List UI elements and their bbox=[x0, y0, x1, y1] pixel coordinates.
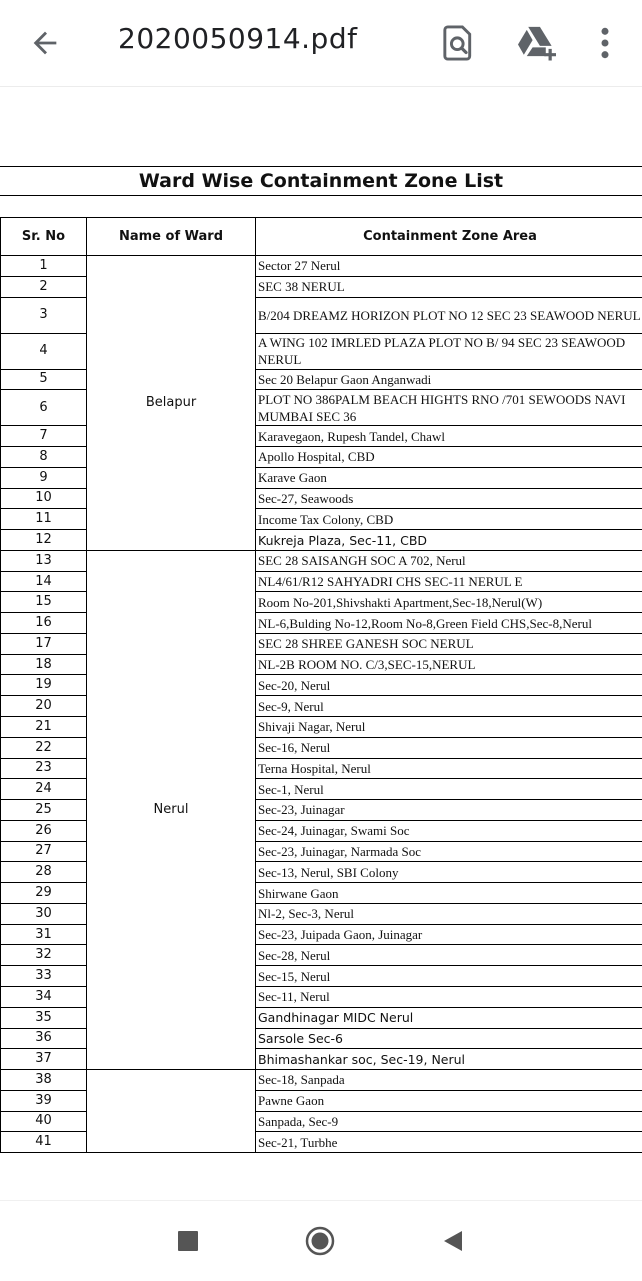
back-arrow-icon[interactable] bbox=[28, 26, 62, 60]
zone-area-cell: Apollo Hospital, CBD bbox=[256, 447, 642, 468]
sr-no-cell: 27 bbox=[1, 841, 87, 862]
pdf-page[interactable] bbox=[0, 87, 642, 1200]
zone-area-cell: SEC 28 SHREE GANESH SOC NERUL bbox=[256, 633, 642, 654]
zone-area-cell: Sanpada, Sec-9 bbox=[256, 1111, 642, 1132]
recents-square-icon[interactable] bbox=[173, 1226, 203, 1256]
table-row bbox=[1, 550, 642, 571]
col-header-sr-no: Sr. No bbox=[1, 218, 87, 256]
zone-area-cell: Sec-11, Nerul bbox=[256, 986, 642, 1007]
sr-no-cell: 19 bbox=[1, 675, 87, 696]
sr-no-cell: 10 bbox=[1, 488, 87, 509]
zone-area-cell: NL4/61/R12 SAHYADRI CHS SEC-11 NERUL E bbox=[256, 571, 642, 592]
table-row bbox=[1, 1070, 642, 1091]
zone-area-cell: Pawne Gaon bbox=[256, 1090, 642, 1111]
zone-area-cell: Sec-9, Nerul bbox=[256, 696, 642, 717]
sr-no-cell: 17 bbox=[1, 633, 87, 654]
zone-area-cell: Sec-27, Seawoods bbox=[256, 488, 642, 509]
file-title: 2020050914.pdf bbox=[118, 22, 357, 55]
zone-area-cell: Sec-28, Nerul bbox=[256, 945, 642, 966]
zone-area-cell: Sec-18, Sanpada bbox=[256, 1070, 642, 1091]
sr-no-cell: 7 bbox=[1, 426, 87, 447]
zone-area-cell: Income Tax Colony, CBD bbox=[256, 509, 642, 530]
zone-area-cell: A WING 102 IMRLED PLAZA PLOT NO B/ 94 SEC 23 SEAWOOD NERUL bbox=[256, 333, 642, 369]
back-triangle-icon[interactable] bbox=[438, 1226, 468, 1256]
zone-area-cell: Kukreja Plaza, Sec-11, CBD bbox=[256, 530, 642, 551]
containment-zone-table bbox=[0, 217, 642, 1153]
app-bar bbox=[0, 0, 642, 87]
table-row bbox=[1, 256, 642, 277]
zone-area-cell: Sec-13, Nerul, SBI Colony bbox=[256, 862, 642, 883]
sr-no-cell: 18 bbox=[1, 654, 87, 675]
more-vert-icon[interactable] bbox=[590, 24, 620, 62]
sr-no-cell: 20 bbox=[1, 696, 87, 717]
sr-no-cell: 37 bbox=[1, 1049, 87, 1070]
zone-area-cell: Nl-2, Sec-3, Nerul bbox=[256, 903, 642, 924]
sr-no-cell: 8 bbox=[1, 447, 87, 468]
col-header-area: Containment Zone Area bbox=[256, 218, 642, 256]
sr-no-cell: 2 bbox=[1, 276, 87, 297]
zone-area-cell: Sec-23, Juipada Gaon, Juinagar bbox=[256, 924, 642, 945]
sr-no-cell: 26 bbox=[1, 820, 87, 841]
sr-no-cell: 36 bbox=[1, 1028, 87, 1049]
sr-no-cell: 23 bbox=[1, 758, 87, 779]
zone-area-cell: SEC 28 SAISANGH SOC A 702, Nerul bbox=[256, 550, 642, 571]
home-circle-icon[interactable] bbox=[305, 1226, 335, 1256]
zone-area-cell: Sector 27 Nerul bbox=[256, 256, 642, 277]
add-to-drive-icon[interactable] bbox=[516, 24, 558, 62]
sr-no-cell: 25 bbox=[1, 800, 87, 821]
zone-area-cell: Shivaji Nagar, Nerul bbox=[256, 717, 642, 738]
zone-area-cell: Sec-21, Turbhe bbox=[256, 1132, 642, 1153]
col-header-ward: Name of Ward bbox=[87, 218, 256, 256]
sr-no-cell: 41 bbox=[1, 1132, 87, 1153]
zone-area-cell: Bhimashankar soc, Sec-19, Nerul bbox=[256, 1049, 642, 1070]
zone-area-cell: Terna Hospital, Nerul bbox=[256, 758, 642, 779]
zone-area-cell: Room No-201,Shivshakti Apartment,Sec-18,Nerul(W) bbox=[256, 592, 642, 613]
sr-no-cell: 6 bbox=[1, 390, 87, 426]
document-heading: Ward Wise Containment Zone List bbox=[0, 170, 642, 192]
sr-no-cell: 3 bbox=[1, 297, 87, 333]
sr-no-cell: 29 bbox=[1, 883, 87, 904]
sr-no-cell: 31 bbox=[1, 924, 87, 945]
table-header-row bbox=[1, 218, 642, 256]
zone-area-cell: Karavegaon, Rupesh Tandel, Chawl bbox=[256, 426, 642, 447]
zone-area-cell: SEC 38 NERUL bbox=[256, 276, 642, 297]
sr-no-cell: 21 bbox=[1, 717, 87, 738]
sr-no-cell: 35 bbox=[1, 1007, 87, 1028]
sr-no-cell: 4 bbox=[1, 333, 87, 369]
sr-no-cell: 13 bbox=[1, 550, 87, 571]
zone-area-cell: Sec-1, Nerul bbox=[256, 779, 642, 800]
sr-no-cell: 33 bbox=[1, 966, 87, 987]
sr-no-cell: 9 bbox=[1, 467, 87, 488]
sr-no-cell: 38 bbox=[1, 1070, 87, 1091]
sr-no-cell: 24 bbox=[1, 779, 87, 800]
sr-no-cell: 34 bbox=[1, 986, 87, 1007]
zone-area-cell: Sec-23, Juinagar bbox=[256, 800, 642, 821]
ward-name-cell bbox=[87, 1070, 256, 1153]
sr-no-cell: 32 bbox=[1, 945, 87, 966]
search-document-icon[interactable] bbox=[440, 24, 476, 62]
zone-area-cell: Sec-20, Nerul bbox=[256, 675, 642, 696]
zone-area-cell: Sec-15, Nerul bbox=[256, 966, 642, 987]
sr-no-cell: 11 bbox=[1, 509, 87, 530]
sr-no-cell: 5 bbox=[1, 369, 87, 390]
ward-name-cell: Belapur bbox=[87, 256, 256, 551]
sr-no-cell: 12 bbox=[1, 530, 87, 551]
sr-no-cell: 28 bbox=[1, 862, 87, 883]
zone-area-cell: B/204 DREAMZ HORIZON PLOT NO 12 SEC 23 SEAWOOD NERUL bbox=[256, 297, 642, 333]
sr-no-cell: 22 bbox=[1, 737, 87, 758]
heading-box bbox=[0, 166, 642, 196]
zone-area-cell: NL-2B ROOM NO. C/3,SEC-15,NERUL bbox=[256, 654, 642, 675]
zone-area-cell: Sec 20 Belapur Gaon Anganwadi bbox=[256, 369, 642, 390]
sr-no-cell: 16 bbox=[1, 613, 87, 634]
system-nav-bar bbox=[0, 1200, 642, 1281]
sr-no-cell: 15 bbox=[1, 592, 87, 613]
zone-area-cell: PLOT NO 386PALM BEACH HIGHTS RNO /701 SEWOODS NAVI MUMBAI SEC 36 bbox=[256, 390, 642, 426]
zone-area-cell: Sec-16, Nerul bbox=[256, 737, 642, 758]
zone-area-cell: Sec-23, Juinagar, Narmada Soc bbox=[256, 841, 642, 862]
zone-area-cell: Karave Gaon bbox=[256, 467, 642, 488]
sr-no-cell: 39 bbox=[1, 1090, 87, 1111]
zone-area-cell: Gandhinagar MIDC Nerul bbox=[256, 1007, 642, 1028]
sr-no-cell: 1 bbox=[1, 256, 87, 277]
sr-no-cell: 30 bbox=[1, 903, 87, 924]
ward-name-cell: Nerul bbox=[87, 550, 256, 1069]
sr-no-cell: 14 bbox=[1, 571, 87, 592]
zone-area-cell: Shirwane Gaon bbox=[256, 883, 642, 904]
zone-area-cell: Sec-24, Juinagar, Swami Soc bbox=[256, 820, 642, 841]
table-body bbox=[1, 256, 642, 1153]
zone-area-cell: NL-6,Bulding No-12,Room No-8,Green Field CHS,Sec-8,Nerul bbox=[256, 613, 642, 634]
zone-area-cell: Sarsole Sec-6 bbox=[256, 1028, 642, 1049]
sr-no-cell: 40 bbox=[1, 1111, 87, 1132]
